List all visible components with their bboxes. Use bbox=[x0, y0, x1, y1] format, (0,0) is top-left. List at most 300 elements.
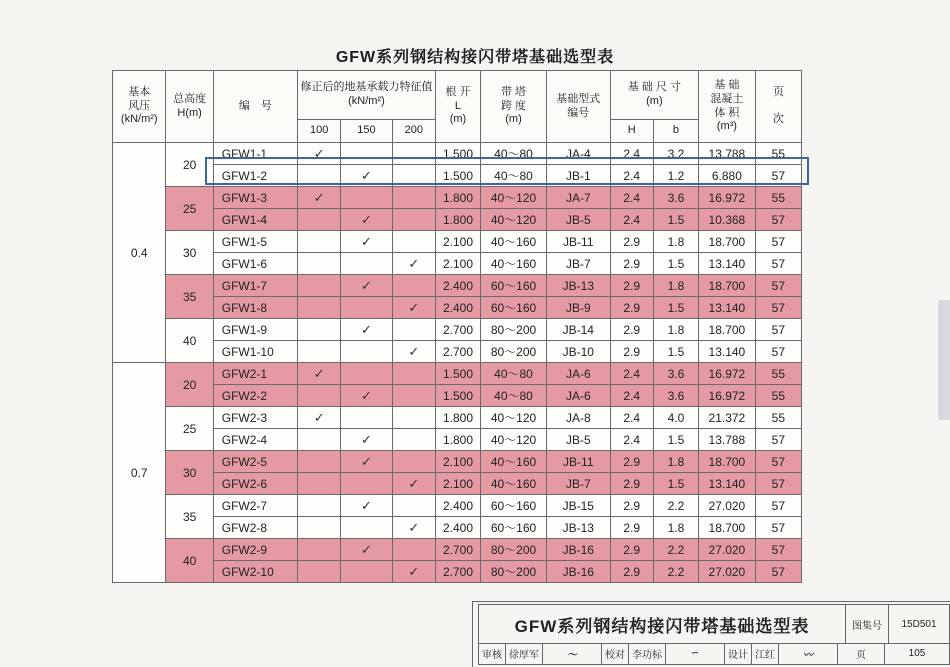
bearing-150-cell bbox=[341, 407, 392, 429]
size-b-cell: 1.2 bbox=[653, 165, 698, 187]
span-cell: 80～200 bbox=[481, 561, 547, 583]
volume-cell: 6.880 bbox=[699, 165, 756, 187]
height-cell: 20 bbox=[166, 363, 213, 407]
height-cell: 40 bbox=[166, 319, 213, 363]
table-row bbox=[113, 319, 802, 341]
table-row bbox=[113, 275, 802, 297]
code-cell: GFW2-10 bbox=[213, 561, 297, 583]
table-row bbox=[113, 231, 802, 253]
checker-name: 李功标 bbox=[629, 643, 666, 664]
root-spacing-cell: 1.500 bbox=[435, 363, 480, 385]
size-b-cell: 2.2 bbox=[653, 539, 698, 561]
foundation-type-cell: JB-10 bbox=[546, 341, 610, 363]
span-cell: 60～160 bbox=[481, 495, 547, 517]
span-cell: 40～80 bbox=[481, 165, 547, 187]
root-spacing-cell: 2.700 bbox=[435, 341, 480, 363]
volume-cell: 13.140 bbox=[699, 297, 756, 319]
height-cell: 25 bbox=[166, 187, 213, 231]
span-cell: 40～160 bbox=[481, 473, 547, 495]
height-cell: 40 bbox=[166, 539, 213, 583]
size-b-cell: 1.8 bbox=[653, 517, 698, 539]
root-spacing-cell: 2.700 bbox=[435, 319, 480, 341]
span-cell: 40～80 bbox=[481, 385, 547, 407]
table-row bbox=[113, 363, 802, 385]
bearing-150-cell bbox=[341, 473, 392, 495]
root-spacing-cell: 1.500 bbox=[435, 143, 480, 165]
bearing-100-cell bbox=[298, 319, 341, 341]
bearing-150-cell bbox=[341, 143, 392, 165]
atlas-label: 图集号 bbox=[846, 605, 889, 643]
size-h-cell: 2.4 bbox=[610, 187, 653, 209]
page-cell: 57 bbox=[755, 275, 801, 297]
header-bearing-200: 200 bbox=[392, 120, 435, 143]
bearing-100-cell bbox=[298, 275, 341, 297]
height-cell: 35 bbox=[166, 275, 213, 319]
size-h-cell: 2.9 bbox=[610, 495, 653, 517]
page-cell: 57 bbox=[755, 451, 801, 473]
page-cell: 57 bbox=[755, 209, 801, 231]
check-mark-icon: ✓ bbox=[361, 211, 372, 227]
span-cell: 80～200 bbox=[481, 319, 547, 341]
table-row bbox=[113, 429, 802, 451]
foundation-type-cell: JA-7 bbox=[546, 187, 610, 209]
bearing-150-cell bbox=[341, 253, 392, 275]
root-spacing-cell: 2.400 bbox=[435, 297, 480, 319]
size-h-cell: 2.4 bbox=[610, 143, 653, 165]
table-row bbox=[113, 407, 802, 429]
root-spacing-cell: 1.500 bbox=[435, 165, 480, 187]
bearing-200-cell bbox=[392, 429, 435, 451]
root-spacing-cell: 2.100 bbox=[435, 473, 480, 495]
check-mark-icon: ✓ bbox=[313, 365, 325, 381]
bearing-200-cell bbox=[392, 341, 435, 363]
header-foundation-size: 基 础 尺 寸 (m) bbox=[610, 71, 698, 120]
code-cell: GFW2-3 bbox=[213, 407, 297, 429]
code-cell: GFW1-8 bbox=[213, 297, 297, 319]
foundation-type-cell: JB-15 bbox=[546, 495, 610, 517]
foundation-type-cell: JA-6 bbox=[546, 363, 610, 385]
foundation-type-cell: JB-13 bbox=[546, 275, 610, 297]
check-mark-icon: ✓ bbox=[408, 255, 420, 271]
page-cell: 55 bbox=[755, 363, 801, 385]
root-spacing-cell: 2.700 bbox=[435, 539, 480, 561]
bearing-100-cell bbox=[298, 209, 341, 231]
code-cell: GFW1-2 bbox=[213, 165, 297, 187]
foundation-type-cell: JB-13 bbox=[546, 517, 610, 539]
table-row bbox=[113, 209, 802, 231]
size-b-cell: 1.5 bbox=[653, 253, 698, 275]
bearing-150-cell bbox=[341, 209, 392, 231]
bearing-200-cell bbox=[392, 297, 435, 319]
size-b-cell: 1.5 bbox=[653, 429, 698, 451]
bearing-200-cell bbox=[392, 407, 435, 429]
foundation-type-cell: JB-14 bbox=[546, 319, 610, 341]
atlas-number: 15D501 bbox=[901, 618, 937, 630]
span-cell: 40～80 bbox=[481, 143, 547, 165]
bearing-200-cell bbox=[392, 473, 435, 495]
volume-cell: 13.788 bbox=[699, 429, 756, 451]
foundation-type-cell: JA-6 bbox=[546, 385, 610, 407]
bearing-150-cell bbox=[341, 495, 392, 517]
bearing-200-cell bbox=[392, 275, 435, 297]
size-b-cell: 1.5 bbox=[653, 341, 698, 363]
table-row bbox=[113, 341, 802, 363]
table-row bbox=[113, 297, 802, 319]
designer-name: 江红 bbox=[752, 643, 779, 664]
design-label: 设计 bbox=[725, 643, 752, 664]
root-spacing-cell: 1.800 bbox=[435, 407, 480, 429]
bearing-200-cell bbox=[392, 561, 435, 583]
volume-cell: 13.140 bbox=[699, 473, 756, 495]
check-mark-icon: ✓ bbox=[361, 431, 372, 447]
size-h-cell: 2.9 bbox=[610, 253, 653, 275]
root-spacing-cell: 2.100 bbox=[435, 231, 480, 253]
span-cell: 40～120 bbox=[481, 209, 547, 231]
reviewer-name: 徐厚军 bbox=[506, 643, 543, 664]
bearing-100-cell bbox=[298, 187, 341, 209]
root-spacing-cell: 1.800 bbox=[435, 429, 480, 451]
span-cell: 40～120 bbox=[481, 187, 547, 209]
page-cell: 57 bbox=[755, 473, 801, 495]
reviewer-signature: 〜 bbox=[543, 643, 602, 664]
volume-cell: 16.972 bbox=[699, 385, 756, 407]
bearing-200-cell bbox=[392, 451, 435, 473]
size-b-cell: 1.8 bbox=[653, 319, 698, 341]
foundation-type-cell: JB-5 bbox=[546, 209, 610, 231]
header-concrete-volume: 基 础 混凝土 体 积 (m³) bbox=[699, 71, 756, 143]
size-b-cell: 1.8 bbox=[653, 451, 698, 473]
bearing-150-cell bbox=[341, 539, 392, 561]
height-cell: 25 bbox=[166, 407, 213, 451]
size-b-cell: 2.2 bbox=[653, 495, 698, 517]
review-label: 审核 bbox=[479, 643, 506, 664]
root-spacing-cell: 2.100 bbox=[435, 253, 480, 275]
size-h-cell: 2.4 bbox=[610, 209, 653, 231]
span-cell: 40～120 bbox=[481, 429, 547, 451]
page-cell: 57 bbox=[755, 561, 801, 583]
page-cell: 55 bbox=[755, 407, 801, 429]
foundation-type-cell: JB-11 bbox=[546, 231, 610, 253]
table-row bbox=[113, 495, 802, 517]
table-row bbox=[113, 165, 802, 187]
size-h-cell: 2.9 bbox=[610, 517, 653, 539]
code-cell: GFW2-5 bbox=[213, 451, 297, 473]
check-mark-icon: ✓ bbox=[408, 519, 420, 535]
root-spacing-cell: 2.400 bbox=[435, 275, 480, 297]
header-bearing-150: 150 bbox=[341, 120, 392, 143]
size-h-cell: 2.9 bbox=[610, 473, 653, 495]
bearing-200-cell bbox=[392, 495, 435, 517]
bearing-150-cell bbox=[341, 363, 392, 385]
size-h-cell: 2.9 bbox=[610, 561, 653, 583]
bearing-150-cell bbox=[341, 275, 392, 297]
height-cell: 20 bbox=[166, 143, 213, 187]
page-cell: 57 bbox=[755, 495, 801, 517]
root-spacing-cell: 2.400 bbox=[435, 495, 480, 517]
check-mark-icon: ✓ bbox=[408, 475, 420, 491]
foundation-type-cell: JB-9 bbox=[546, 297, 610, 319]
foundation-type-cell: JB-5 bbox=[546, 429, 610, 451]
span-cell: 60～160 bbox=[481, 297, 547, 319]
header-wind-pressure: 基本 风压 (kN/m²) bbox=[113, 71, 166, 143]
bearing-150-cell bbox=[341, 231, 392, 253]
page-label: 页 bbox=[838, 643, 885, 664]
foundation-type-cell: JB-11 bbox=[546, 451, 610, 473]
code-cell: GFW2-2 bbox=[213, 385, 297, 407]
volume-cell: 27.020 bbox=[699, 495, 756, 517]
table-row bbox=[113, 561, 802, 583]
size-b-cell: 3.6 bbox=[653, 187, 698, 209]
bearing-100-cell bbox=[298, 363, 341, 385]
code-cell: GFW1-7 bbox=[213, 275, 297, 297]
bearing-100-cell bbox=[298, 297, 341, 319]
code-cell: GFW1-3 bbox=[213, 187, 297, 209]
root-spacing-cell: 2.700 bbox=[435, 561, 480, 583]
size-b-cell: 3.6 bbox=[653, 363, 698, 385]
table-row bbox=[113, 517, 802, 539]
bearing-200-cell bbox=[392, 143, 435, 165]
code-cell: GFW2-9 bbox=[213, 539, 297, 561]
checker-signature: ∽ bbox=[666, 643, 725, 664]
page-cell: 55 bbox=[755, 187, 801, 209]
volume-cell: 18.700 bbox=[699, 451, 756, 473]
volume-cell: 18.700 bbox=[699, 231, 756, 253]
foundation-selection-table bbox=[112, 70, 802, 583]
page-cell: 57 bbox=[755, 517, 801, 539]
title-block-signatures bbox=[478, 643, 950, 665]
bearing-150-cell bbox=[341, 561, 392, 583]
bearing-100-cell bbox=[298, 473, 341, 495]
table-row bbox=[113, 187, 802, 209]
volume-cell: 16.972 bbox=[699, 363, 756, 385]
size-b-cell: 4.0 bbox=[653, 407, 698, 429]
span-cell: 40～160 bbox=[481, 451, 547, 473]
wind-pressure-cell: 0.4 bbox=[113, 143, 166, 363]
bearing-100-cell bbox=[298, 517, 341, 539]
size-b-cell: 1.5 bbox=[653, 297, 698, 319]
code-cell: GFW1-10 bbox=[213, 341, 297, 363]
size-h-cell: 2.9 bbox=[610, 297, 653, 319]
page-cell: 57 bbox=[755, 231, 801, 253]
bearing-150-cell bbox=[341, 451, 392, 473]
check-mark-icon: ✓ bbox=[361, 277, 372, 293]
bearing-100-cell bbox=[298, 165, 341, 187]
bearing-200-cell bbox=[392, 209, 435, 231]
volume-cell: 13.140 bbox=[699, 341, 756, 363]
size-h-cell: 2.9 bbox=[610, 231, 653, 253]
header-size-h: H bbox=[610, 120, 653, 143]
volume-cell: 21.372 bbox=[699, 407, 756, 429]
size-b-cell: 1.8 bbox=[653, 231, 698, 253]
size-h-cell: 2.9 bbox=[610, 319, 653, 341]
title-block-title: GFW系列钢结构接闪带塔基础选型表 bbox=[479, 605, 846, 643]
header-bearing-100: 100 bbox=[298, 120, 341, 143]
size-h-cell: 2.4 bbox=[610, 165, 653, 187]
bearing-100-cell bbox=[298, 561, 341, 583]
foundation-type-cell: JB-16 bbox=[546, 539, 610, 561]
volume-cell: 13.140 bbox=[699, 253, 756, 275]
span-cell: 40～80 bbox=[481, 363, 547, 385]
code-cell: GFW1-9 bbox=[213, 319, 297, 341]
volume-cell: 27.020 bbox=[699, 561, 756, 583]
page-cell: 55 bbox=[755, 143, 801, 165]
designer-signature: 〰 bbox=[779, 643, 838, 664]
edge-shadow bbox=[938, 300, 950, 420]
table-row bbox=[113, 451, 802, 473]
page-title: GFW系列钢结构接闪带塔基础选型表 bbox=[335, 49, 615, 66]
check-mark-icon: ✓ bbox=[408, 563, 420, 579]
header-span: 带 塔 跨 度 (m) bbox=[481, 71, 547, 143]
header-foundation-type: 基础型式 编号 bbox=[546, 71, 610, 143]
volume-cell: 13.788 bbox=[699, 143, 756, 165]
table-row bbox=[113, 473, 802, 495]
size-h-cell: 2.4 bbox=[610, 407, 653, 429]
check-mark-icon: ✓ bbox=[408, 343, 420, 359]
page-cell: 57 bbox=[755, 429, 801, 451]
foundation-type-cell: JB-7 bbox=[546, 473, 610, 495]
bearing-100-cell bbox=[298, 231, 341, 253]
root-spacing-cell: 1.800 bbox=[435, 209, 480, 231]
volume-cell: 27.020 bbox=[699, 539, 756, 561]
check-mark-icon: ✓ bbox=[361, 497, 372, 513]
code-cell: GFW2-7 bbox=[213, 495, 297, 517]
bearing-100-cell bbox=[298, 253, 341, 275]
title-block-main bbox=[478, 604, 950, 644]
check-mark-icon: ✓ bbox=[313, 409, 325, 425]
code-cell: GFW2-8 bbox=[213, 517, 297, 539]
size-h-cell: 2.9 bbox=[610, 275, 653, 297]
header-bearing-capacity: 修正后的地基承载力特征值 (kN/m²) bbox=[298, 71, 436, 120]
bearing-100-cell bbox=[298, 429, 341, 451]
span-cell: 80～200 bbox=[481, 341, 547, 363]
span-cell: 40～160 bbox=[481, 253, 547, 275]
check-mark-icon: ✓ bbox=[408, 299, 420, 315]
height-cell: 30 bbox=[166, 231, 213, 275]
check-mark-icon: ✓ bbox=[361, 387, 372, 403]
bearing-150-cell bbox=[341, 429, 392, 451]
foundation-type-cell: JB-7 bbox=[546, 253, 610, 275]
foundation-type-cell: JA-4 bbox=[546, 143, 610, 165]
bearing-150-cell bbox=[341, 297, 392, 319]
bearing-100-cell bbox=[298, 451, 341, 473]
page-cell: 57 bbox=[755, 539, 801, 561]
bearing-100-cell bbox=[298, 341, 341, 363]
table-row bbox=[113, 385, 802, 407]
check-mark-icon: ✓ bbox=[313, 145, 325, 161]
header-page: 页 次 bbox=[755, 71, 801, 143]
foundation-type-cell: JB-16 bbox=[546, 561, 610, 583]
span-cell: 40～160 bbox=[481, 231, 547, 253]
check-mark-icon: ✓ bbox=[361, 167, 372, 183]
check-label: 校对 bbox=[602, 643, 629, 664]
header-code: 编 号 bbox=[213, 71, 297, 143]
page-number: 105 bbox=[908, 648, 926, 659]
volume-cell: 16.972 bbox=[699, 187, 756, 209]
table-row bbox=[113, 539, 802, 561]
height-cell: 30 bbox=[166, 451, 213, 495]
wind-pressure-cell: 0.7 bbox=[113, 363, 166, 583]
table-row bbox=[113, 253, 802, 275]
check-mark-icon: ✓ bbox=[361, 233, 372, 249]
code-cell: GFW1-1 bbox=[213, 143, 297, 165]
foundation-type-cell: JA-8 bbox=[546, 407, 610, 429]
span-cell: 40～120 bbox=[481, 407, 547, 429]
height-cell: 35 bbox=[166, 495, 213, 539]
table-row bbox=[113, 143, 802, 165]
volume-cell: 18.700 bbox=[699, 319, 756, 341]
code-cell: GFW2-1 bbox=[213, 363, 297, 385]
size-h-cell: 2.9 bbox=[610, 539, 653, 561]
header-total-height: 总高度 H(m) bbox=[166, 71, 213, 143]
check-mark-icon: ✓ bbox=[361, 541, 372, 557]
code-cell: GFW1-5 bbox=[213, 231, 297, 253]
page-cell: 55 bbox=[755, 385, 801, 407]
size-h-cell: 2.4 bbox=[610, 363, 653, 385]
table-body bbox=[113, 143, 802, 583]
size-b-cell: 3.6 bbox=[653, 385, 698, 407]
bearing-150-cell bbox=[341, 385, 392, 407]
page-cell: 57 bbox=[755, 165, 801, 187]
size-b-cell: 1.8 bbox=[653, 275, 698, 297]
header-size-b: b bbox=[653, 120, 698, 143]
size-h-cell: 2.4 bbox=[610, 385, 653, 407]
size-b-cell: 1.5 bbox=[653, 209, 698, 231]
volume-cell: 18.700 bbox=[699, 517, 756, 539]
bearing-200-cell bbox=[392, 165, 435, 187]
size-h-cell: 2.9 bbox=[610, 451, 653, 473]
bearing-100-cell bbox=[298, 495, 341, 517]
bearing-200-cell bbox=[392, 253, 435, 275]
page-cell: 57 bbox=[755, 319, 801, 341]
bearing-150-cell bbox=[341, 517, 392, 539]
root-spacing-cell: 2.400 bbox=[435, 517, 480, 539]
check-mark-icon: ✓ bbox=[313, 189, 325, 205]
bearing-150-cell bbox=[341, 319, 392, 341]
root-spacing-cell: 2.100 bbox=[435, 451, 480, 473]
span-cell: 60～160 bbox=[481, 517, 547, 539]
code-cell: GFW1-6 bbox=[213, 253, 297, 275]
bearing-100-cell bbox=[298, 407, 341, 429]
size-b-cell: 2.2 bbox=[653, 561, 698, 583]
page-cell: 57 bbox=[755, 253, 801, 275]
bearing-200-cell bbox=[392, 517, 435, 539]
check-mark-icon: ✓ bbox=[361, 321, 372, 337]
bearing-150-cell bbox=[341, 165, 392, 187]
size-h-cell: 2.9 bbox=[610, 341, 653, 363]
span-cell: 80～200 bbox=[481, 539, 547, 561]
header-root-spacing: 根 开 L (m) bbox=[435, 71, 480, 143]
bearing-100-cell bbox=[298, 143, 341, 165]
check-mark-icon: ✓ bbox=[361, 453, 372, 469]
bearing-200-cell bbox=[392, 319, 435, 341]
code-cell: GFW2-6 bbox=[213, 473, 297, 495]
code-cell: GFW1-4 bbox=[213, 209, 297, 231]
root-spacing-cell: 1.500 bbox=[435, 385, 480, 407]
bearing-100-cell bbox=[298, 539, 341, 561]
bearing-150-cell bbox=[341, 187, 392, 209]
size-h-cell: 2.4 bbox=[610, 429, 653, 451]
bearing-200-cell bbox=[392, 187, 435, 209]
code-cell: GFW2-4 bbox=[213, 429, 297, 451]
volume-cell: 18.700 bbox=[699, 275, 756, 297]
foundation-type-cell: JB-1 bbox=[546, 165, 610, 187]
bearing-200-cell bbox=[392, 385, 435, 407]
page-cell: 57 bbox=[755, 297, 801, 319]
bearing-100-cell bbox=[298, 385, 341, 407]
size-b-cell: 1.5 bbox=[653, 473, 698, 495]
page-cell: 57 bbox=[755, 341, 801, 363]
root-spacing-cell: 1.800 bbox=[435, 187, 480, 209]
